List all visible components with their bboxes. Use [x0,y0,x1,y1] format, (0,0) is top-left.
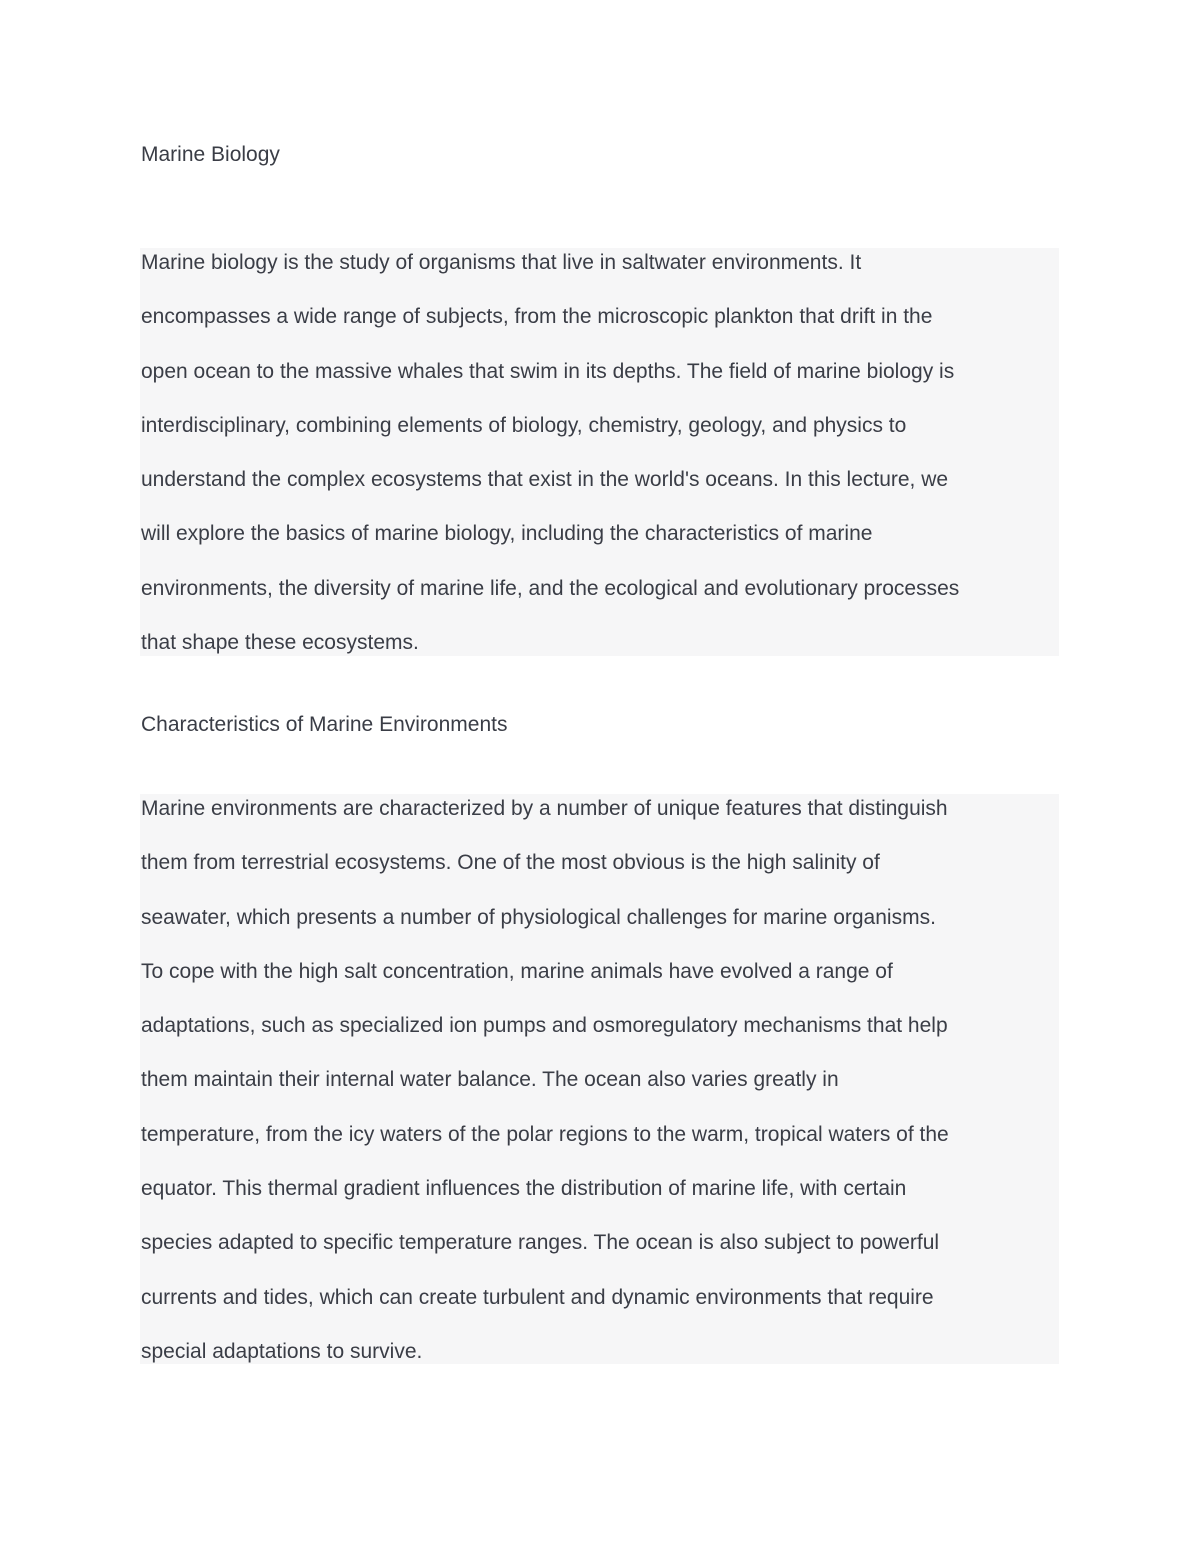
paragraph-line: understand the complex ecosystems that exist in the world's oceans. In this lecture, we [141,468,949,492]
paragraph-line: species adapted to specific temperature ranges. The ocean is also subject to powerful [141,1231,940,1255]
paragraph-line: encompasses a wide range of subjects, from the microscopic plankton that drift in the [141,305,933,329]
paragraph-line: them from terrestrial ecosystems. One of the most obvious is the high salinity of [141,851,880,875]
paragraph-line: Marine biology is the study of organisms that live in saltwater environments. It [141,251,862,274]
paragraph-line: interdisciplinary, combining elements of biology, chemistry, geology, and physics to [141,413,907,437]
paragraph-line: equator. This thermal gradient influences the distribution of marine life, with certain [141,1177,907,1201]
section-heading: Characteristics of Marine Environments [141,713,508,736]
paragraph-line: special adaptations to survive. [141,1339,423,1363]
paragraph-line: them maintain their internal water balance. The ocean also varies greatly in [141,1068,839,1092]
document-title: Marine Biology [141,143,280,166]
paragraph-line: open ocean to the massive whales that swim in its depths. The field of marine biology is [141,359,955,383]
paragraph-line: Marine environments are characterized by a number of unique features that distinguish [141,797,948,820]
paragraph-line: To cope with the high salt concentration, marine animals have evolved a range of [141,959,893,983]
section-paragraph [140,794,1059,1364]
paragraph-line: seawater, which presents a number of physiological challenges for marine organisms. [141,905,936,929]
paragraph-line: adaptations, such as specialized ion pumps and osmoregulatory mechanisms that help [141,1014,948,1038]
paragraph-line: environments, the diversity of marine life, and the ecological and evolutionary processes [141,576,960,600]
paragraph-line: will explore the basics of marine biology, including the characteristics of marine [141,522,873,546]
paragraph-line: that shape these ecosystems. [141,631,419,655]
paragraph-line: currents and tides, which can create turbulent and dynamic environments that require [141,1285,934,1309]
paragraph-line: temperature, from the icy waters of the polar regions to the warm, tropical waters of the [141,1122,949,1146]
intro-paragraph [140,248,1059,656]
